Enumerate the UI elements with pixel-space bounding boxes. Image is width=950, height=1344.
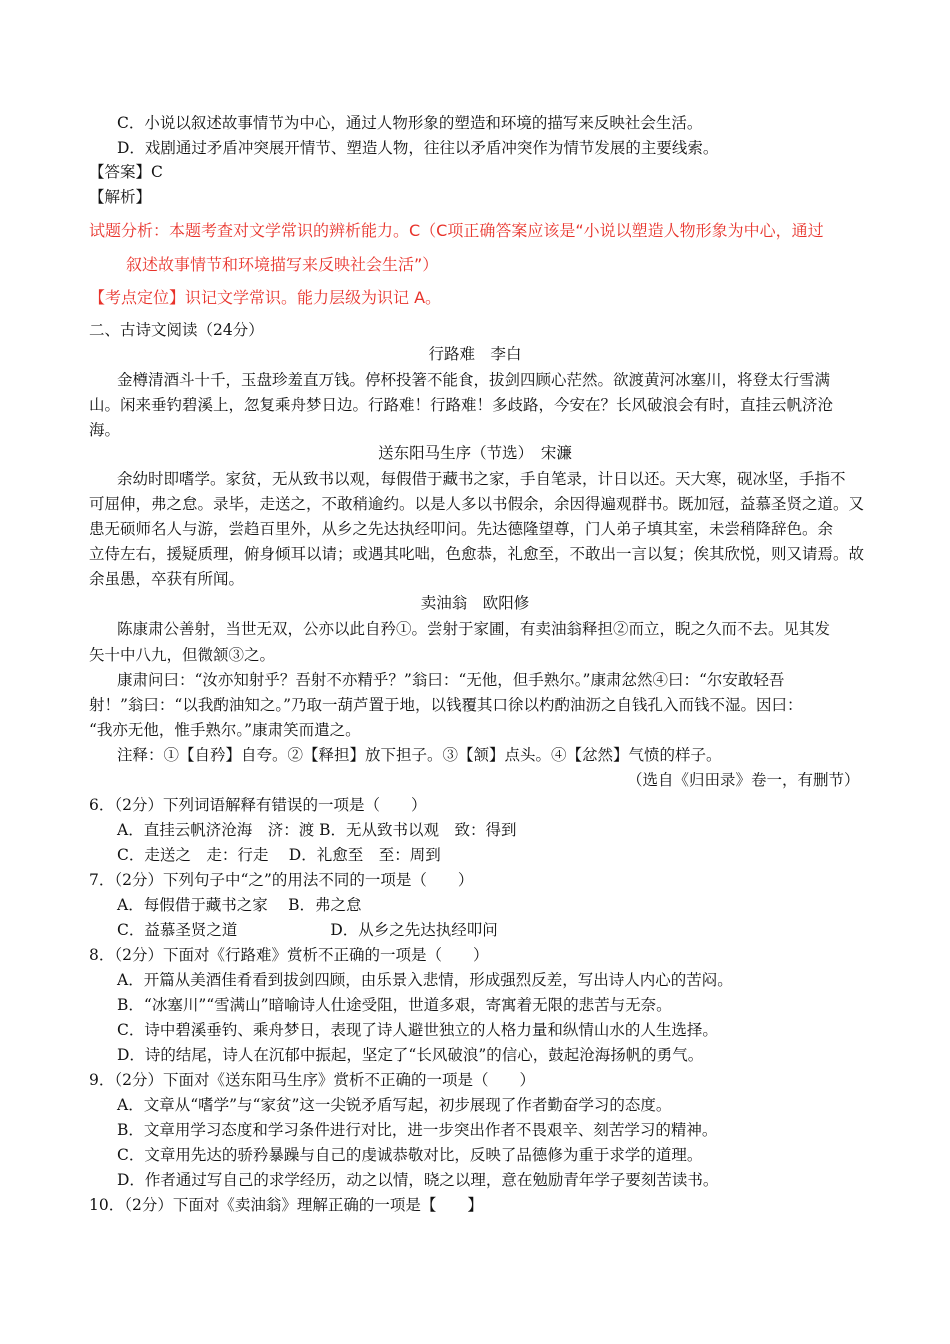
q10-stem: 10．（2分）下面对《卖油翁》理解正确的一项是【 】 (89, 1196, 483, 1214)
q8-stem: 8．（2分）下面对《行路难》赏析不正确的一项是（ ） (89, 946, 489, 964)
text2-line: 立侍左右，援疑质理，俯身倾耳以请；或遇其叱咄，色愈恭，礼愈至，不敢出一言以复；俟其欣悦，则又请焉。故 (89, 545, 865, 563)
text3-line: “我亦无他，惟手熟尔。”康肃笑而遣之。 (89, 721, 361, 739)
text2-title: 送东阳马生序（节选） 宋濂 (378, 444, 572, 462)
text3-line: 康肃问曰：“汝亦知射乎？吾射不亦精乎？”翁曰：“无他，但手熟尔。”康肃忿然④曰：“尔安敢轻吾 (117, 671, 785, 689)
poem1-title: 行路难 李白 (428, 345, 522, 363)
analysis-key-point: 【考点定位】识记文学常识。能力层级为识记 A。 (89, 288, 442, 307)
q7-stem: 7．（2分）下列句子中“之”的用法不同的一项是（ ） (89, 871, 474, 889)
q9-option-c: C．文章用先达的骄矜暴躁与自己的虔诚恭敬对比，反映了品德修为重于求学的道理。 (117, 1146, 703, 1164)
text2-line: 余幼时即嗜学。家贫，无从致书以观，每假借于藏书之家，手自笔录，计日以还。天大寒，砚冰坚，手指不 (117, 470, 846, 488)
poem1-line: 海。 (89, 421, 121, 439)
text2-line: 患无硕师名人与游，尝趋百里外，从乡之先达执经叩问。先达德隆望尊，门人弟子填其室，未尝稍降辞色。余 (89, 520, 834, 538)
q7-options-row1: A．每假借于藏书之家 B．弗之怠 (117, 896, 362, 914)
analysis-line-2: 叙述故事情节和环境描写来反映社会生活”） (126, 255, 439, 274)
text3-title: 卖油翁 欧阳修 (420, 594, 530, 612)
analysis-line-1: 试题分析：本题考查对文学常识的辨析能力。C（C项正确答案应该是“小说以塑造人物形象为中心，通过 (89, 221, 824, 240)
q8-option-c: C．诗中碧溪垂钓、乘舟梦日，表现了诗人避世独立的人格力量和纵情山水的人生选择。 (117, 1021, 718, 1039)
section2-title: 二、古诗文阅读（24分） (89, 321, 264, 339)
text3-source: （选自《归田录》卷一，有删节） (627, 771, 860, 789)
q5-option-c: C．小说以叙述故事情节为中心，通过人物形象的塑造和环境的描写来反映社会生活。 (117, 114, 703, 132)
q8-option-a: A．开篇从美酒佳肴看到拔剑四顾，由乐景入悲情，形成强烈反差，写出诗人内心的苦闷。 (117, 971, 733, 989)
q9-stem: 9．（2分）下面对《送东阳马生序》赏析不正确的一项是（ ） (89, 1071, 535, 1089)
q9-option-d: D．作者通过写自己的求学经历，动之以情，晓之以理，意在勉励青年学子要刻苦读书。 (117, 1171, 719, 1189)
q9-option-b: B．文章用学习态度和学习条件进行对比，进一步突出作者不畏艰辛、刻苦学习的精神。 (117, 1121, 718, 1139)
answer-line: 【答案】C (89, 163, 163, 181)
text3-line: 矢十中八九，但微颔③之。 (89, 646, 276, 664)
analysis-label: 【解析】 (89, 188, 152, 206)
q6-stem: 6．（2分）下列词语解释有错误的一项是（ ） (89, 796, 427, 814)
text3-line: 射！”翁曰：“以我酌油知之。”乃取一葫芦置于地，以钱覆其口徐以杓酌油沥之自钱孔入而钱不湿。因曰： (89, 696, 803, 714)
q5-option-d: D．戏剧通过矛盾冲突展开情节、塑造人物，往往以矛盾冲突作为情节发展的主要线索。 (117, 139, 719, 157)
q8-option-d: D．诗的结尾，诗人在沉郁中振起，坚定了“长风破浪”的信心，鼓起沧海扬帆的勇气。 (117, 1046, 704, 1064)
poem1-line: 山。闲来垂钓碧溪上，忽复乘舟梦日边。行路难！行路难！多歧路，今安在？长风破浪会有时，直挂云帆济沧 (89, 396, 834, 414)
q6-options-row1: A．直挂云帆济沧海 济：渡 B．无从致书以观 致：得到 (117, 821, 517, 839)
text3-line: 陈康肃公善射，当世无双，公亦以此自矜①。尝射于家圃，有卖油翁释担②而立，睨之久而不去。见其发 (117, 620, 831, 638)
q9-option-a: A．文章从“嗜学”与“家贫”这一尖锐矛盾写起，初步展现了作者勤奋学习的态度。 (117, 1096, 672, 1114)
q7-options-row2: C．益慕圣贤之道 D．从乡之先达执经叩问 (117, 921, 498, 939)
q6-options-row2: C．走送之 走：行走 D．礼愈至 至：周到 (117, 846, 441, 864)
poem1-line: 金樽清酒斗十千，玉盘珍羞直万钱。停杯投箸不能食，拔剑四顾心茫然。欲渡黄河冰塞川，将登太行雪满 (117, 371, 831, 389)
text3-notes: 注释：①【自矜】自夸。②【释担】放下担子。③【颔】点头。④【忿然】气愤的样子。 (117, 746, 722, 764)
text2-line: 余虽愚，卒获有所闻。 (89, 570, 245, 588)
q8-option-b: B．“冰塞川”“雪满山”暗喻诗人仕途受阻，世道多艰，寄寓着无限的悲苦与无奈。 (117, 996, 672, 1014)
text2-line: 可屈伸，弗之怠。录毕，走送之，不敢稍逾约。以是人多以书假余，余因得遍观群书。既加冠，益慕圣贤之道。又 (89, 495, 865, 513)
